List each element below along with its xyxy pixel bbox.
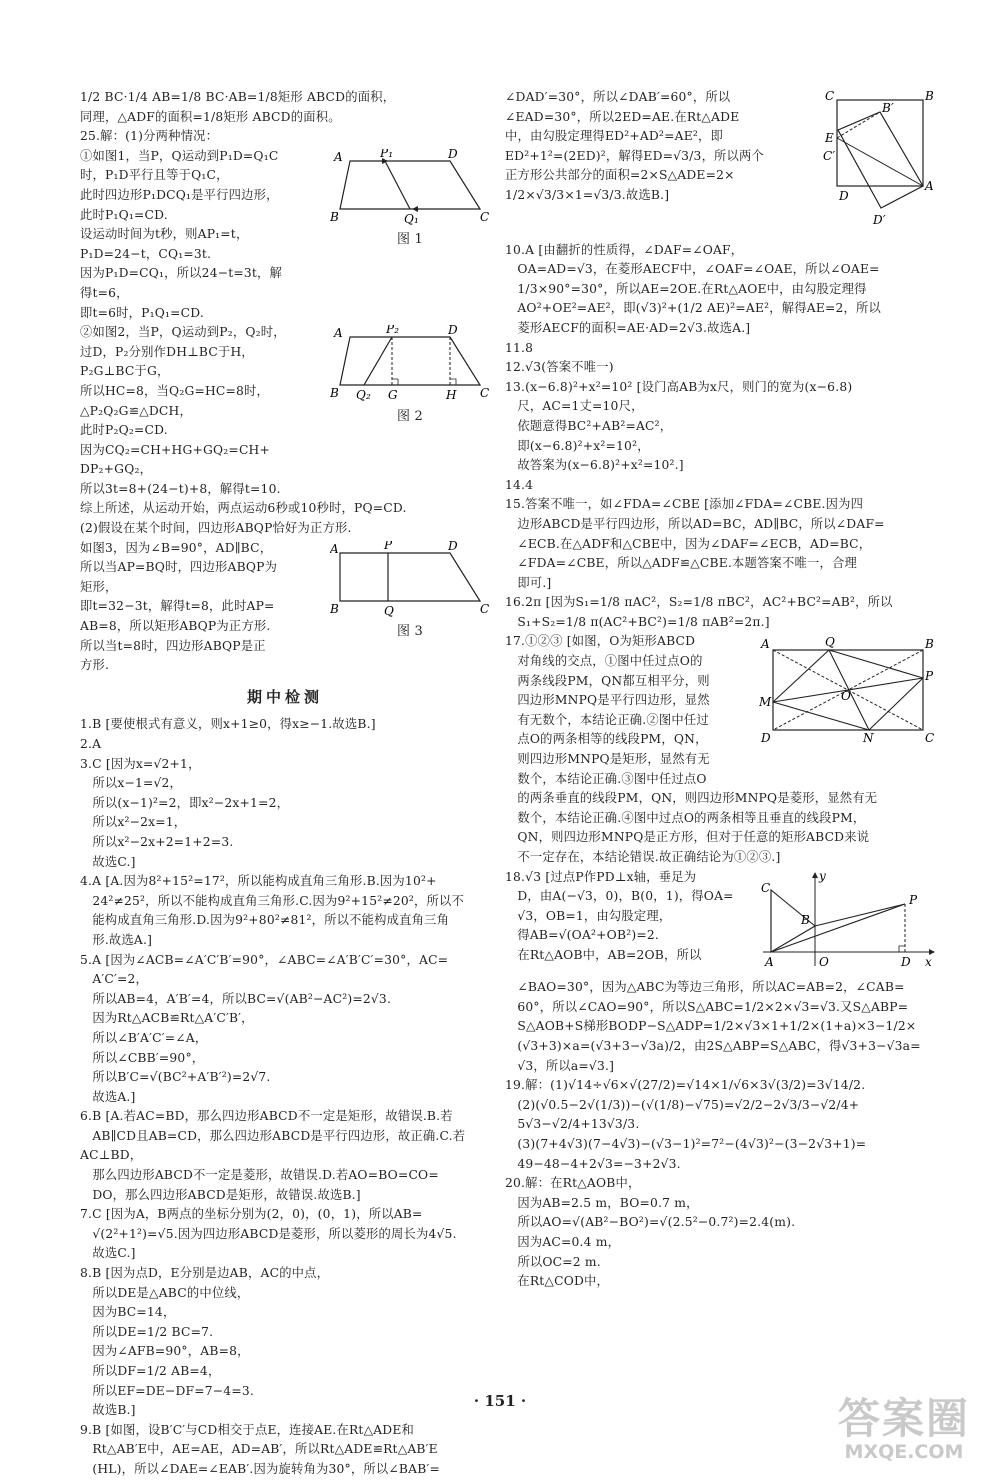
left-top-line: 25.解：(1)分两种情况： <box>80 129 219 144</box>
section-title: 期中检测 <box>246 687 323 706</box>
fig3-label-C: C <box>480 601 490 616</box>
figure-2-caption: 图 2 <box>396 408 423 424</box>
fig1-label-C: C <box>480 209 490 224</box>
figure-2 <box>330 325 490 426</box>
fig2-label-A: A <box>334 326 343 341</box>
left-bottom-line: AB∥CD且AB=CD，那么四边形ABCD是平行四边形，故正确.C.若AC⊥BD， <box>80 1128 466 1163</box>
right-mid-line: 15.答案不唯一，如∠FDA=∠CBE [添加∠FDA=∠CBE.因为四 <box>505 497 864 512</box>
right-column <box>505 88 935 1292</box>
fig1-lines-line: 因为P₁D=CQ₁，所以24−t=3t，解 <box>80 266 283 281</box>
q17-rest-line: 不一定存在，本结论错误.故正确结论为①②③.] <box>505 850 781 864</box>
watermark-url: MXQE.COM <box>844 1441 964 1463</box>
question-25-figure-3-block <box>80 539 490 676</box>
watermark <box>814 1396 994 1462</box>
left-bottom-line: 所以x−1=√2， <box>80 776 183 791</box>
right-bottom-line: 因为AB=2.5 m，BO=0.7 m， <box>505 1195 699 1210</box>
rfig-label-Bp: B′ <box>882 101 894 115</box>
fig18-label-O: O <box>819 954 830 969</box>
right-fig-lines-line: ED²+1²=(2ED)²，解得ED=√3/3，所以两个 <box>505 148 765 163</box>
fig18-label-P: P <box>909 892 918 907</box>
right-mid-line: 12.√3(答案不唯一) <box>505 360 614 375</box>
q17-rest-line: 数个，本结论正确.④图中过点O的两条相等且垂直的线段PM， <box>505 810 866 825</box>
left-bottom-line: DO，那么四边形ABCD是矩形，故错误.故选B.] <box>80 1187 361 1202</box>
fig17-label-M: M <box>759 695 772 710</box>
fig2-label-Q: Q₂ <box>356 388 372 402</box>
left-bottom-line: 3.C [因为x=√2+1， <box>80 756 201 771</box>
right-fig-lines-line: 正方形公共部分的面积=2×S△ADE=2× <box>505 168 735 183</box>
fig2-label-C: C <box>480 386 490 401</box>
fig3-label-P: P <box>384 540 393 552</box>
left-bottom-line: 所以EF=DE−DF=7−4=3. <box>80 1383 254 1398</box>
fig18-label-x: x <box>925 954 932 969</box>
fig1-label-Q: Q₁ <box>404 211 420 225</box>
right-mid-line: ∠FDA=∠CBE，所以△ADF≌△CBE.本题答案不唯一，合理 <box>505 556 858 571</box>
q17-lines-line: 点O的两条相等的线段PM，QN， <box>505 732 708 747</box>
left-bottom-line: 1.B [要使根式有意义，则x+1≥0，得x≥−1.故选B.] <box>80 717 376 732</box>
right-fig-lines-line: ∠DAD′=30°，所以∠DAB′=60°，所以 <box>505 90 731 104</box>
left-bottom-line: 9.B [如图，设B′C′与CD相交于点E，连接AE.在Rt△ADE和 <box>80 1422 415 1437</box>
left-top-line: 1/2 BC·1/4 AB=1/8 BC·AB=1/8矩形 ABCD的面积， <box>80 90 396 104</box>
left-bottom-line: A′C′=2， <box>80 972 149 987</box>
left-middle-text <box>80 499 490 538</box>
q17-lines-line: 17.①②③ [如图，O为矩形ABCD <box>505 634 696 649</box>
fig2-lines-line: ②如图2，当P，Q运动到P₂，Q₂时， <box>80 325 286 340</box>
left-bottom-line: 所以DF=1/2 AB=4， <box>80 1364 221 1378</box>
fig3-lines-line: 即t=32−3t，解得t=8，此时AP= <box>80 599 275 614</box>
left-bottom-line: 所以x²−2x=1， <box>80 815 187 830</box>
left-bottom-line: 故选A.] <box>80 1089 136 1104</box>
right-bottom-line: (3)(7+4√3)(7−4√3)−(√3−1)²=7²−(4√3)²−(3−2√3+1)= <box>505 1136 867 1151</box>
left-bottom-line: 所以B′C=√(BC²+A′B′²)=2√7. <box>80 1070 271 1085</box>
right-fig-lines-line: ∠EAD=30°，所以2ED=AE.在Rt△ADE <box>505 109 740 124</box>
left-column <box>80 88 490 1480</box>
right-bottom-line: √3，所以a=√3.] <box>505 1058 615 1073</box>
fig3-lines-line: 矩形， <box>80 579 118 594</box>
right-mid-line: 菱形AECF的面积=AE·AD=2√3.故选A.] <box>505 320 751 335</box>
right-mid-line: 14.4 <box>505 477 534 492</box>
q17-lines-line: 数个，本结论正确.③图中任过点O <box>505 771 707 786</box>
left-bottom-line: 故选C.] <box>80 1246 136 1261</box>
question-9-figure-block <box>505 88 935 241</box>
right-middle-text <box>505 241 935 633</box>
figure-17-diagram <box>759 636 935 746</box>
fig2-lines-line: 所以3t=8+(24−t)+8，解得t=10. <box>80 481 281 496</box>
left-bottom-line: 24²≠25²，所以不能构成直角三角形.C.因为9²+15²≠20²，所以不 <box>80 893 465 908</box>
q17-lines-line: 有无数个，本结论正确.②图中任过 <box>505 712 709 727</box>
right-mid-line: 11.8 <box>505 340 534 355</box>
q17-lines-line: 四边形MNPQ是平行四边形，显然 <box>505 693 710 708</box>
fig17-label-C: C <box>925 731 935 746</box>
question-25-figure-1-block <box>80 147 490 323</box>
left-bottom-line: 因为BC=14， <box>80 1305 176 1320</box>
fig1-lines-line: 时，P₁D平行且等于Q₁C， <box>80 168 229 183</box>
figure-2-diagram <box>330 325 490 401</box>
figure-3 <box>330 541 490 642</box>
right-mid-line: 13.(x−6.8)²+x²=10² [设门高AB为x尺，则门的宽为(x−6.8) <box>505 379 853 394</box>
fig2-lines-line: P₂G⊥BC于G， <box>80 364 170 379</box>
fig3-lines-line: 方形. <box>80 658 110 673</box>
figure-3-caption: 图 3 <box>396 624 423 640</box>
left-bottom-line: 4.A [A.因为8²+15²=17²，所以能构成直角三角形.B.因为10²+ <box>80 874 437 889</box>
left-bottom-line: 那么四边形ABCD不一定是菱形，故错误.D.若AO=BO=CO= <box>80 1168 439 1183</box>
right-mid-line: AO²+OE²=AE²，即(√3)²+(1/2 AE)²=AE²，解得AE=2，所以 <box>505 301 882 316</box>
figure-17 <box>759 636 935 753</box>
right-bottom-line: 20.解：在Rt△AOB中， <box>505 1176 641 1191</box>
fig1-lines-line: 得t=6， <box>80 285 129 300</box>
question-17-block <box>505 632 935 789</box>
fig17-label-B: B <box>925 637 935 652</box>
rfig-label-E: E <box>825 131 834 145</box>
right-mid-line: 边形ABCD是平行四边形，所以AD=BC，AD∥BC，所以∠DAF= <box>505 516 885 531</box>
left-bottom-line: 因为∠AFB=90°，AB=8， <box>80 1344 250 1359</box>
left-bottom-line: 形.故选A.] <box>80 932 153 947</box>
fig2-label-D: D <box>448 325 458 338</box>
rfig-label-D: D <box>839 189 849 203</box>
fig17-label-N: N <box>863 731 874 746</box>
left-bottom-line: 故选C.] <box>80 854 136 869</box>
figure-1 <box>330 149 490 250</box>
left-bottom-line: 能构成直角三角形.D.因为9²+80²≠81²，所以不能构成直角三角 <box>80 913 450 928</box>
page-number: · 151 · <box>473 1392 527 1410</box>
rfig-label-Cp: C′ <box>823 149 836 163</box>
right-bottom-line: 49−48−4+2√3=−3+2√3. <box>505 1156 681 1171</box>
left-bottom-line: 6.B [A.若AC=BD，那么四边形ABCD不一定是矩形，故错误.B.若 <box>80 1109 453 1124</box>
fig2-lines-line: 过D，P₂分别作DH⊥BC于H， <box>80 344 254 359</box>
left-bottom-line: 2.A <box>80 737 102 751</box>
left-mid-line: (2)假设在某个时间，四边形ABQP恰好为正方形. <box>80 521 352 536</box>
left-bottom-line: 所以∠CBB′=90°， <box>80 1050 205 1065</box>
rfig-label-B: B <box>925 90 935 103</box>
fig1-lines-line: 设运动时间为t秒，则AP₁=t， <box>80 227 249 242</box>
left-bottom-line: 5.A [因为∠ACB=∠A′C′B′=90°，∠ABC=∠A′B′C′=30°，AC= <box>80 952 449 967</box>
rfig-label-Dp: D′ <box>873 213 886 227</box>
figure-1-diagram <box>330 149 490 225</box>
watermark-logo: 答案圈 <box>837 1394 970 1443</box>
fig1-label-P: P₁ <box>380 148 394 160</box>
fig2-label-H: H <box>446 388 457 402</box>
left-bottom-line: 所以x²−2x+2=1+2=3. <box>80 834 234 849</box>
fig3-lines-line: 所以当AP=BQ时，四边形ABQP为 <box>80 560 278 575</box>
rotation-figure <box>823 90 935 239</box>
fig18-label-D: D <box>901 954 911 969</box>
fig2-label-P: P₂ <box>386 325 400 337</box>
left-top-text <box>80 88 490 147</box>
left-bottom-line: 所以∠B′A′C′=∠A， <box>80 1030 208 1045</box>
right-mid-line: 1/3×90°=30°，所以AE=2OE.在Rt△AOE中，由勾股定理得 <box>505 281 867 296</box>
right-mid-line: 16.2π [因为S₁=1/8 πAC²，S₂=1/8 πBC²，AC²+BC²=AB²，所以 <box>505 595 893 610</box>
fig17-label-A: A <box>761 637 770 652</box>
left-mid-line: 综上所述，从运动开始，两点运动6秒或10秒时，PQ=CD. <box>80 501 407 516</box>
fig1-lines-line: P₁D=24−t，CQ₁=3t. <box>80 246 212 261</box>
left-bottom-line: 8.B [因为点D，E分别是边AB，AC的中点， <box>80 1266 330 1281</box>
figure-3-diagram <box>330 541 490 617</box>
fig3-lines-line: 如图3，因为∠B=90°，AD∥BC， <box>80 540 273 555</box>
question-18-block <box>505 868 935 979</box>
right-mid-line: OA=AD=√3，在菱形AECF中，∠OAF=∠OAE，所以∠OAE= <box>505 262 880 277</box>
right-mid-line: 10.A [由翻折的性质得，∠DAF=∠OAF， <box>505 242 744 257</box>
q18-lines-line: 得AB=√(OA²+OB²)=2. <box>505 928 659 943</box>
fig3-label-A: A <box>330 541 339 556</box>
fig1-lines-line: 此时P₁Q₁=CD. <box>80 207 168 222</box>
right-bottom-line: 60°，所以∠CAO=90°，所以S△ABC=1/2×2×√3=√3.又S△ABP= <box>505 999 909 1014</box>
fig2-lines-line: 所以HC=8，当Q₂G=HC=8时， <box>80 383 270 398</box>
left-bottom-line: Rt△AB′E中，AE=AE，AD=AB′，所以Rt△ADE≌Rt△AB′E <box>80 1442 438 1457</box>
q17-lines-line: 两条线段PM，QN都互相平分，则 <box>505 673 710 688</box>
right-mid-line: 故答案为(x−6.8)²+x²=10².] <box>505 458 684 473</box>
left-bottom-line: 故选B.] <box>80 1403 136 1418</box>
q17-rest-line: QN，则四边形MNPQ是正方形，但对于任意的矩形ABCD来说 <box>505 830 870 845</box>
fig1-lines-line: 即t=6时，P₁Q₁=CD. <box>80 305 205 320</box>
fig3-lines-line: 所以当t=8时，四边形ABQP是正 <box>80 638 266 653</box>
question-25-figure-2-block <box>80 323 490 499</box>
q18-lines-line: 18.√3 [过点P作PD⊥x轴，垂足为 <box>505 869 697 884</box>
fig17-label-Q: Q <box>825 636 836 650</box>
q18-lines-line: D，由A(−√3，0)，B(0，1)，得OA= <box>505 889 734 904</box>
right-bottom-line: S△AOB+S梯形BODP−S△ADP=1/2×√3×1+1/2×(1+a)×3−1/2× <box>505 1019 917 1034</box>
left-bottom-line: 所以AB=4，A′B′=4，所以BC=√(AB²−AC²)=2√3. <box>80 991 392 1006</box>
left-bottom-text <box>80 715 490 1479</box>
right-mid-line: S₁+S₂=1/8 π(AC²+BC²)=1/8 πAB²=2π.] <box>505 614 770 629</box>
fig1-lines-line: ①如图1，当P，Q运动到P₁D=Q₁C <box>80 148 279 163</box>
right-bottom-line: ∠BAO=30°，因为△ABC为等边三角形，所以AC=AB=2，∠CAB= <box>505 980 905 995</box>
left-bottom-line: (HL)，所以∠DAE=∠EAB′.因为旋转角为30°，所以∠BAB′= <box>80 1461 440 1476</box>
figure-18-diagram <box>759 870 935 970</box>
q17-rest-line: 的两条垂直的线段PM，QN，则四边形MNPQ是菱形，显然有无 <box>505 791 878 806</box>
right-bottom-line: 19.解：(1)√14÷√6×√(27/2)=√14×1/√6×3√(3/2)=3√14/2. <box>505 1078 866 1093</box>
left-bottom-line: 所以DE是△ABC的中位线， <box>80 1285 250 1300</box>
fig2-lines-line: DP₂+GQ₂， <box>80 462 153 477</box>
right-bottom-line: 所以AO=√(AB²−BO²)=√(2.5²−0.7²)=2.4(m). <box>505 1215 796 1230</box>
left-bottom-line: 所以DE=1/2 BC=7. <box>80 1324 214 1339</box>
fig2-lines-line: 因为CQ₂=CH+HG+GQ₂=CH+ <box>80 442 270 457</box>
rotation-diagram <box>823 90 935 232</box>
right-fig-lines-line: 1/2×√3/3×1=√3/3.故选B.] <box>505 187 670 202</box>
q18-lines-line: √3，OB=1，由勾股定理， <box>505 908 672 923</box>
right-bottom-line: 在Rt△COD中， <box>505 1274 610 1289</box>
fig17-label-P: P <box>925 669 934 684</box>
right-bottom-line: (2)(√0.5−2√(1/3))−(√(1/8)−√75)=√2/2−2√3/3−√2/4+ <box>505 1097 860 1112</box>
right-mid-line: ∠ECB.在△ADF和△CBE中，因为∠DAF=∠ECB，AD=BC， <box>505 536 872 551</box>
fig2-lines-line: △P₂Q₂G≌△DCH， <box>80 403 192 418</box>
fig3-label-B: B <box>330 601 340 616</box>
right-mid-line: 即可.] <box>505 575 552 590</box>
right-mid-line: 即(x−6.8)²+x²=10²， <box>505 438 650 453</box>
fig1-label-A: A <box>334 149 343 164</box>
fig2-label-B: B <box>330 386 340 401</box>
right-fig-lines-line: 中，由勾股定理得ED²+AD²=AE²，即 <box>505 129 723 144</box>
fig3-label-Q: Q <box>384 603 395 617</box>
q17-lines-line: 对角线的交点，①图中任过点O的 <box>505 654 703 669</box>
rfig-label-C: C <box>825 90 835 103</box>
right-bottom-text <box>505 978 935 1292</box>
question-17-rest <box>505 789 935 867</box>
fig1-label-D: D <box>448 148 458 161</box>
left-bottom-line: √(2²+1²)=√5.因为四边形ABCD是菱形，所以菱形的周长为4√5. <box>80 1226 457 1241</box>
right-bottom-line: (√3+3)×a=(√3+3−√3a)/2，由2S△ABP=S△ABC，得√3+3−√3a= <box>505 1038 921 1053</box>
fig3-label-D: D <box>448 540 458 553</box>
left-top-line: 同理，△ADF的面积=1/8矩形 ABCD的面积。 <box>80 109 341 124</box>
fig3-lines-line: AB=8，所以矩形ABQP为正方形. <box>80 619 271 634</box>
right-mid-line: 依题意得BC²+AB²=AC²， <box>505 418 673 433</box>
left-bottom-line: 7.C [因为A，B两点的坐标分别为(2，0)，(0，1)，所以AB= <box>80 1207 423 1222</box>
fig18-label-A: A <box>765 954 774 969</box>
fig18-label-B: B <box>801 912 811 927</box>
q17-lines-line: 则四边形MNPQ是矩形，显然有无 <box>505 752 710 767</box>
figure-1-caption: 图 1 <box>396 232 423 248</box>
right-bottom-line: 所以OC=2 m. <box>505 1254 601 1269</box>
right-bottom-line: 5√3−√2/4+13√3/3. <box>505 1117 640 1132</box>
fig18-label-y: y <box>819 869 826 883</box>
fig2-lines-line: 此时P₂Q₂=CD. <box>80 423 168 438</box>
fig1-label-B: B <box>330 209 340 224</box>
left-bottom-line: 所以(x−1)²=2，即x²−2x+1=2， <box>80 795 290 810</box>
left-bottom-line: 因为Rt△ACB≌Rt△A′C′B′， <box>80 1011 254 1026</box>
fig17-label-O: O <box>841 689 852 704</box>
fig17-label-D: D <box>761 731 771 746</box>
fig1-lines-line: 此时四边形P₁DCQ₁是平行四边形， <box>80 187 279 202</box>
fig2-label-G: G <box>388 388 398 402</box>
right-bottom-line: 因为AC=0.4 m， <box>505 1234 621 1249</box>
right-mid-line: 尺，AC=1丈=10尺， <box>505 399 644 414</box>
q18-lines-line: 在Rt△AOB中，AB=2OB，所以 <box>505 947 702 962</box>
fig18-label-C: C <box>761 880 771 895</box>
rfig-label-A: A <box>925 179 934 193</box>
figure-18 <box>759 870 935 977</box>
